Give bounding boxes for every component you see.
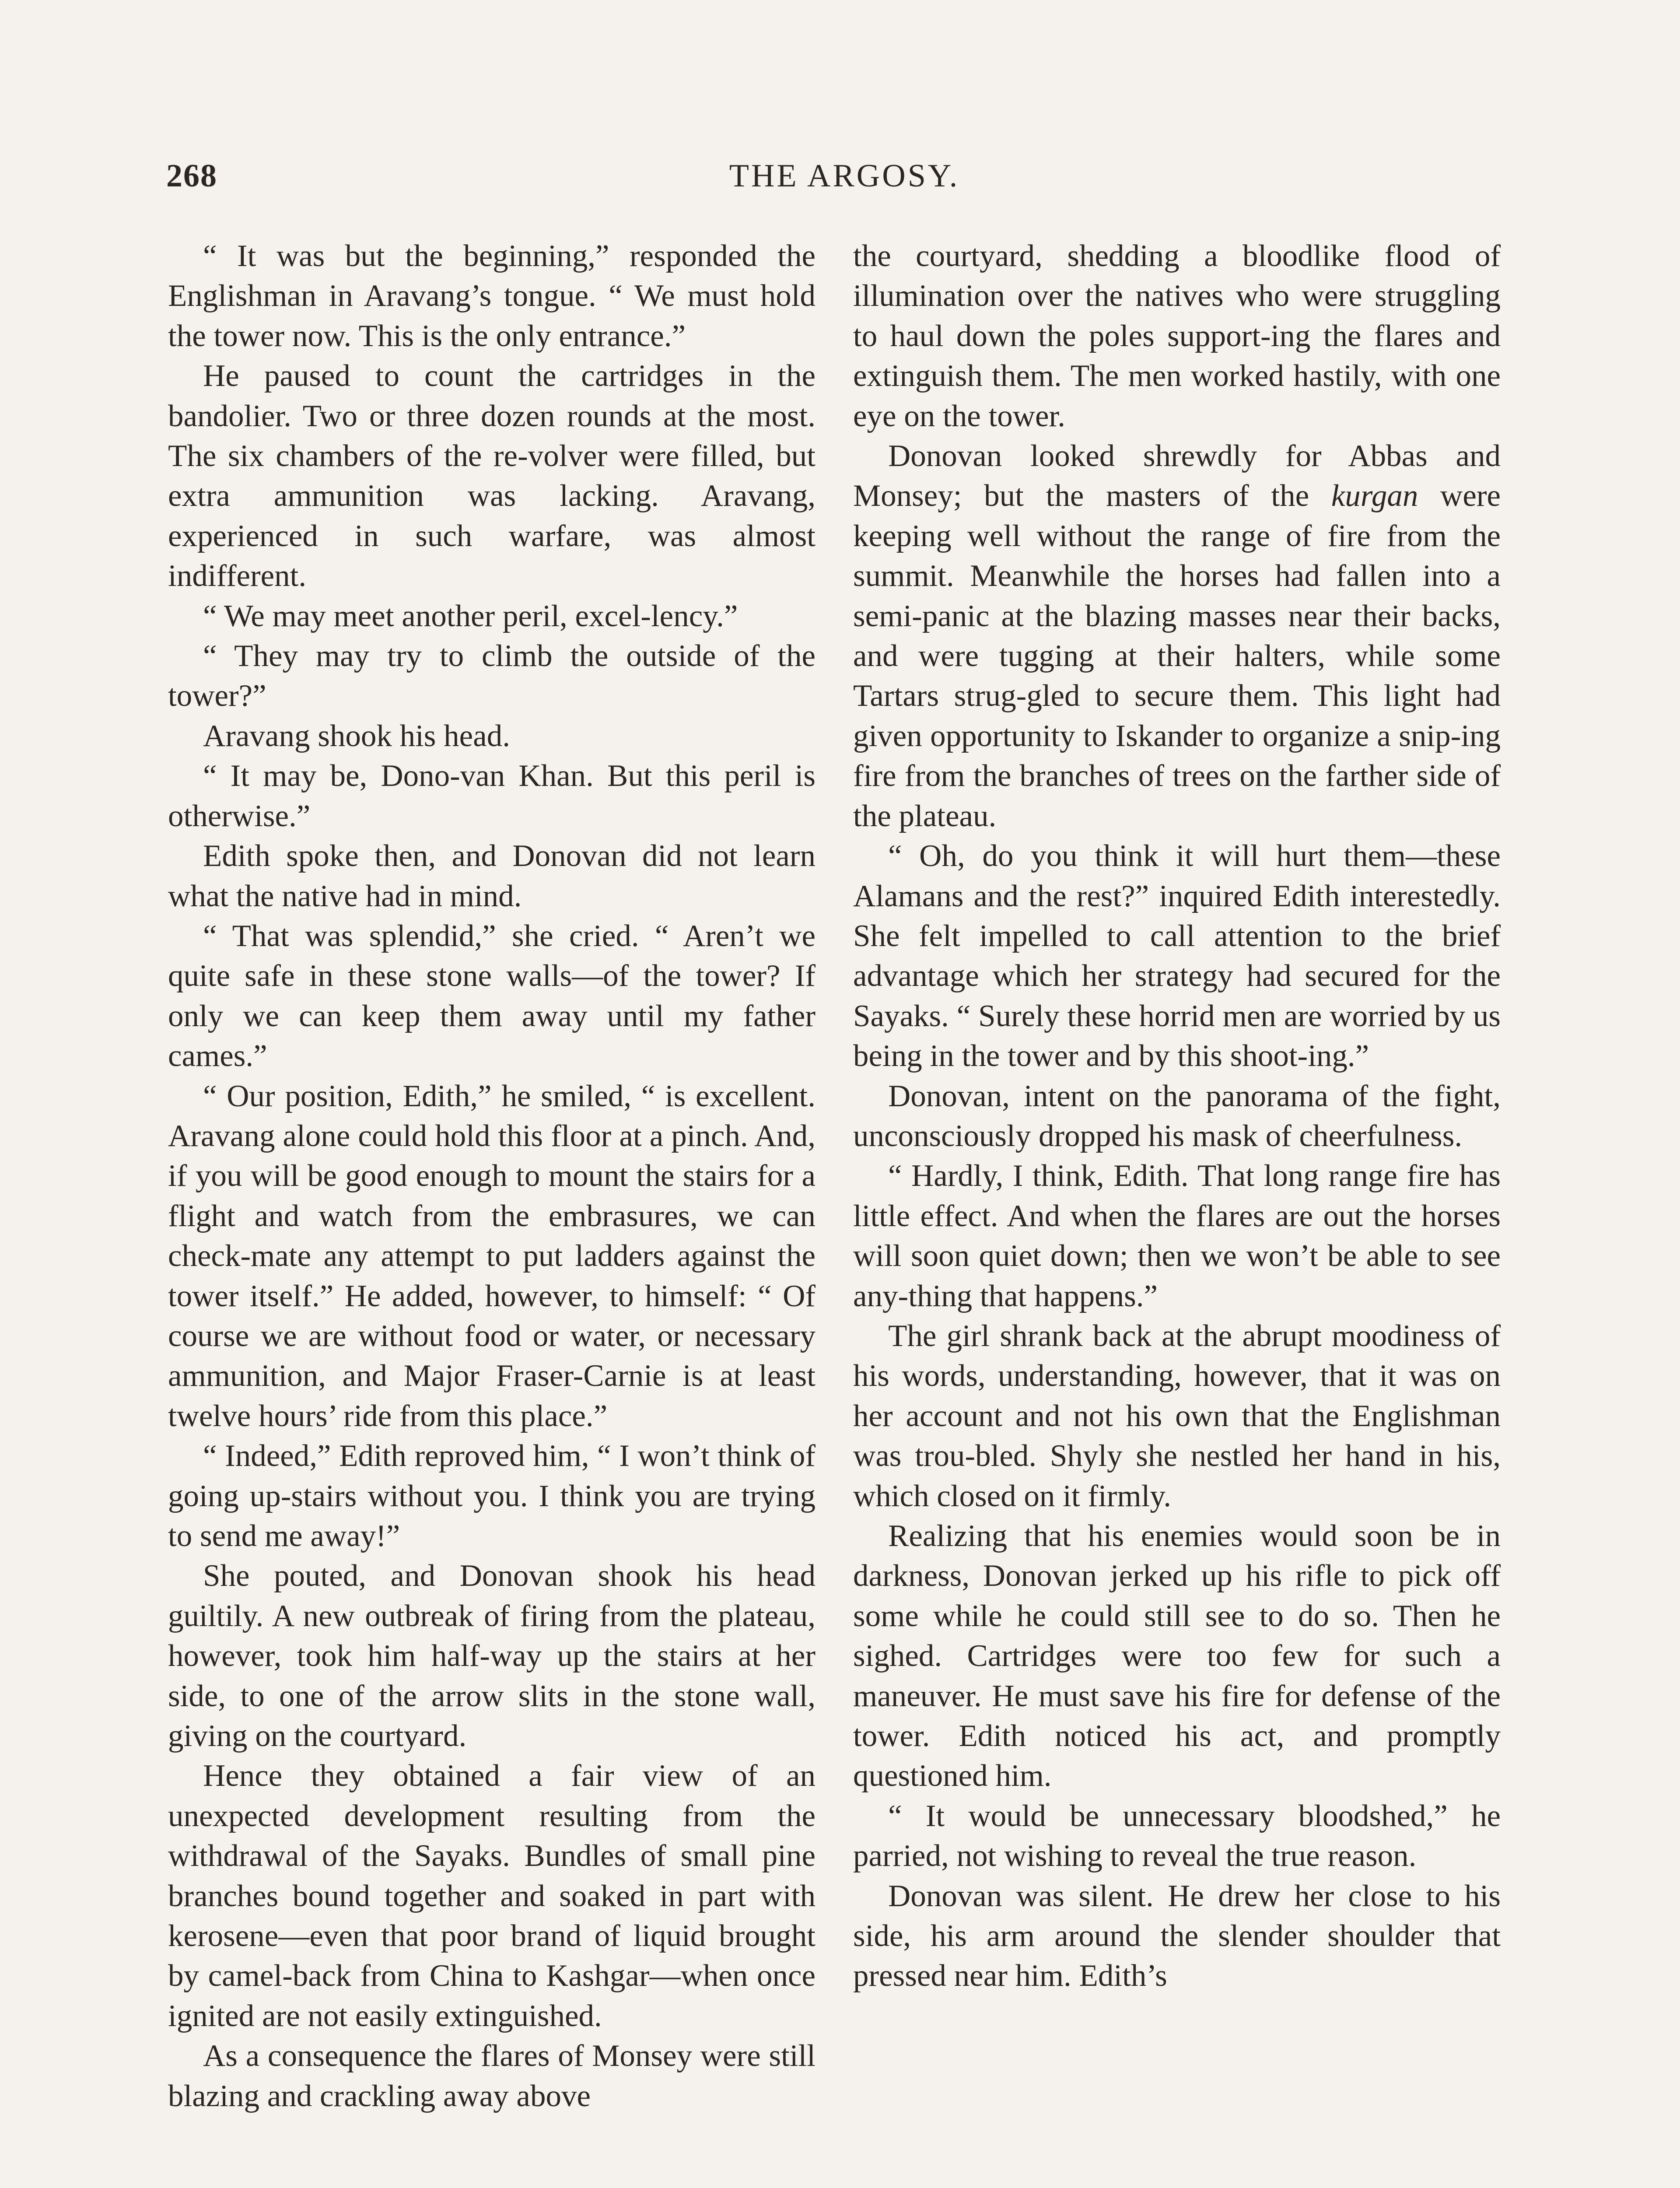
paragraph: Donovan was silent. He drew her close to his side, his arm around the slender shoulder that pressed near him. Edith’s: [853, 1879, 1501, 1993]
paragraph: “ That was splendid,” she cried. “ Aren’t we quite safe in these stone walls—of the tower? If only we can keep them away until my father cames.”: [168, 919, 816, 1073]
italic-word: kurgan: [1331, 479, 1418, 513]
paragraph: He paused to count the cartridges in the bandolier. Two or three dozen rounds at the most. The six chambers of the re-volver were filled, but extra ammunition was lacking. Aravang, experienced in such warfare, was almost indifferent.: [168, 359, 816, 593]
paragraph: Donovan, intent on the panorama of the fight, unconsciously dropped his mask of cheerfulness.: [853, 1079, 1501, 1153]
right-column: [853, 236, 1501, 1996]
page-number: 268: [166, 158, 217, 194]
left-column: [168, 236, 816, 2116]
paragraph: The girl shrank back at the abrupt moodiness of his words, understanding, however, that it was on her account and not his own that the Englishman was trou-bled. Shyly she nestled her hand in his, which closed on it firmly.: [853, 1318, 1501, 1513]
paragraph: the courtyard, shedding a bloodlike flood of illumination over the natives who were struggling to haul down the poles support-ing the flares and extinguish them. The men worked hastily, with one eye on the tower.: [853, 239, 1501, 433]
paragraph: She pouted, and Donovan shook his head guiltily. A new outbreak of firing from the plateau, however, took him half-way up the stairs at her side, to one of the arrow slits in the stone wall, giving on the courtyard.: [168, 1559, 816, 1753]
page-header: [166, 158, 1522, 210]
paragraph: “ They may try to climb the outside of the tower?”: [168, 639, 816, 713]
paragraph: “ It was but the beginning,” responded the Englishman in Aravang’s tongue. “ We must hold the tower now. This is the only entrance.”: [168, 239, 816, 353]
paragraph: “ We may meet another peril, excel-lency.”: [203, 599, 738, 633]
running-head: THE ARGOSY.: [729, 158, 960, 194]
paragraph: Aravang shook his head.: [203, 719, 510, 753]
paragraph: As a consequence the flares of Monsey were still blazing and crackling away above: [168, 2039, 816, 2113]
paragraph: “ Indeed,” Edith reproved him, “ I won’t think of going up-stairs without you. I think you are trying to send me away!”: [168, 1439, 816, 1553]
paragraph: “ It may be, Dono-van Khan. But this peril is otherwise.”: [168, 759, 816, 833]
paragraph: Hence they obtained a fair view of an unexpected development resulting from the withdrawal of the Sayaks. Bundles of small pine branches bound together and soaked in part with kerosene—even that poor brand of liquid brought by camel-back from China to Kashgar—when once ignited are not easily extinguished.: [168, 1759, 816, 2033]
paragraph: Realizing that his enemies would soon be in darkness, Donovan jerked up his rifle to pick off some while he could still see to do so. Then he sighed. Cartridges were too few for such a maneuver. He must save his fire for defense of the tower. Edith noticed his act, and promptly questioned him.: [853, 1519, 1501, 1793]
paragraph: Edith spoke then, and Donovan did not learn what the native had in mind.: [168, 839, 816, 913]
paragraph: Donovan looked shrewdly for Abbas and Monsey; but the masters of the kurgan were keeping well without the range of fire from the summit. Meanwhile the horses had fallen into a semi-panic at the blazing masses near their backs, and were tugging at their halters, while some Tartars strug-gled to secure them. This light had given opportunity to Iskander to organize a snip-ing fire from the branches of trees on the farther side of the plateau.: [853, 439, 1501, 833]
paragraph: “ It would be unnecessary bloodshed,” he parried, not wishing to reveal the true reason.: [853, 1799, 1501, 1873]
paragraph: “ Hardly, I think, Edith. That long range fire has little effect. And when the flares are out the horses will soon quiet down; then we won’t be able to see any-thing that happens.”: [853, 1159, 1501, 1313]
paragraph: “ Oh, do you think it will hurt them—these Alamans and the rest?” inquired Edith interestedly. She felt impelled to call attention to the brief advantage which her strategy had secured for the Sayaks. “ Surely these horrid men are worried by us being in the tower and by this shoot-ing.”: [853, 839, 1501, 1073]
paragraph: “ Our position, Edith,” he smiled, “ is excellent. Aravang alone could hold this floor at a pinch. And, if you will be good enough to mount the stairs for a flight and watch from the embrasures, we can check-mate any attempt to put ladders against the tower itself.” He added, however, to himself: “ Of course we are without food or water, or necessary ammunition, and Major Fraser-Carnie is at least twelve hours’ ride from this place.”: [168, 1079, 816, 1433]
